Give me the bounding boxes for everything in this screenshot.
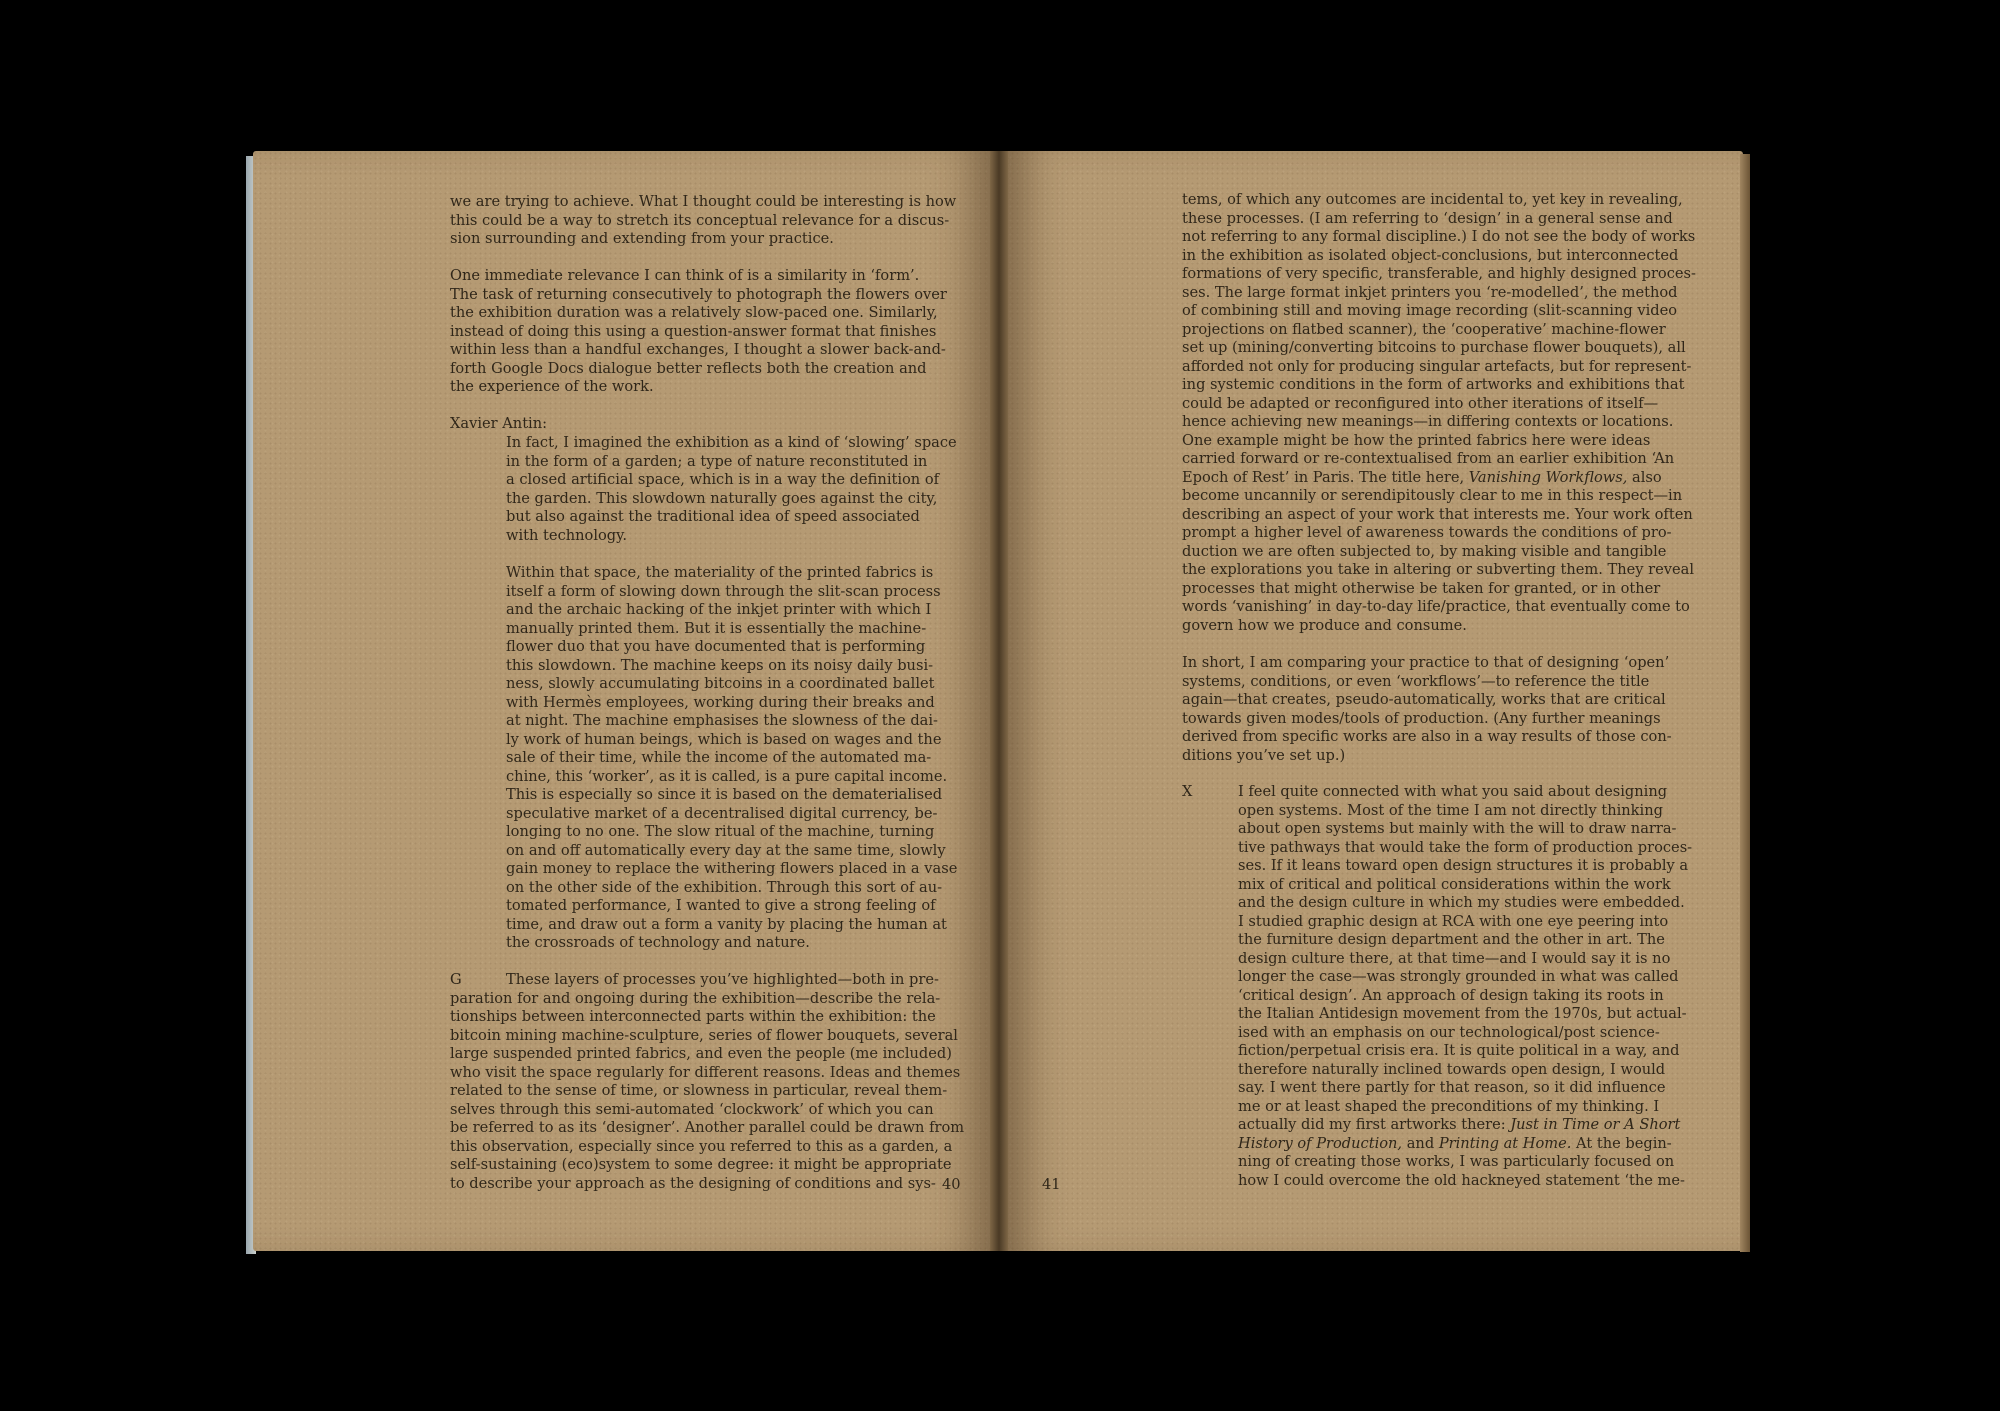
text-line: with technology. bbox=[506, 526, 628, 544]
text-line: be referred to as its ‘designer’. Another parallel could be drawn from bbox=[450, 1119, 965, 1136]
text-line: gain money to replace the withering flowers placed in a vase bbox=[506, 860, 958, 877]
text-line: not referring to any formal discipline.) I do not see the body of works bbox=[1182, 228, 1696, 245]
book-gutter bbox=[990, 151, 1008, 1251]
text-line: I feel quite connected with what you said about designing bbox=[1238, 783, 1668, 800]
text-line: govern how we produce and consume. bbox=[1182, 616, 1467, 634]
text-line: on the other side of the exhibition. Through this sort of au- bbox=[506, 878, 943, 896]
text-line: this slowdown. The machine keeps on its noisy daily busi- bbox=[506, 656, 934, 674]
text-line: describing an aspect of your work that interests me. Your work often bbox=[1182, 505, 1693, 523]
text-line: this could be a way to stretch its conceptual relevance for a discus- bbox=[450, 211, 950, 229]
text-line: One example might be how the printed fabrics here were ideas bbox=[1182, 431, 1651, 449]
text-line: sale of their time, while the income of the automated ma- bbox=[506, 749, 932, 766]
text-line: selves through this semi-automated ‘clockwork’ of which you can bbox=[450, 1100, 934, 1118]
text-line: actually did my first artworks there: Just in Time or A Short bbox=[1238, 1116, 1681, 1133]
exhibition-title: Vanishing Workflows, bbox=[1468, 468, 1628, 486]
text-line: fiction/perpetual crisis era. It is quite political in a way, and bbox=[1238, 1042, 1680, 1059]
text-line: say. I went there partly for that reason, so it did influence bbox=[1238, 1079, 1666, 1096]
text-line: design culture there, at that time—and I would say it is no bbox=[1238, 949, 1671, 967]
text-line: ditions you’ve set up.) bbox=[1182, 746, 1346, 764]
text-line: open systems. Most of the time I am not directly thinking bbox=[1238, 801, 1663, 819]
text-line: on and off automatically every day at the same time, slowly bbox=[506, 841, 946, 859]
text-line: how I could overcome the old hackneyed statement ‘the me- bbox=[1238, 1171, 1685, 1189]
text-line: ness, slowly accumulating bitcoins in a coordinated ballet bbox=[506, 675, 935, 692]
text-line: speculative market of a decentralised digital currency, be- bbox=[506, 804, 938, 822]
text-line: the explorations you take in altering or subverting them. They reveal bbox=[1182, 561, 1695, 578]
artwork-title: Just in Time or A Short bbox=[1510, 1116, 1681, 1133]
text-line: large suspended printed fabrics, and even the people (me included) bbox=[450, 1045, 952, 1062]
right-paragraph-in-short bbox=[1182, 654, 1672, 765]
text-line: afforded not only for producing singular artefacts, but for represent- bbox=[1182, 357, 1692, 375]
text-line: set up (mining/converting bitcoins to purchase flower bouquets), all bbox=[1182, 339, 1686, 356]
text-line: longer the case—was strongly grounded in what was called bbox=[1238, 968, 1679, 985]
text-line: self-sustaining (eco)system to some degree: it might be appropriate bbox=[450, 1156, 952, 1173]
text-line: duction we are often subjected to, by making visible and tangible bbox=[1182, 542, 1667, 560]
text-line: but also against the traditional idea of speed associated bbox=[506, 508, 920, 525]
right-page-edge bbox=[1740, 154, 1750, 1252]
text-line: with Hermès employees, working during their breaks and bbox=[506, 693, 935, 711]
left-question-layers bbox=[450, 971, 964, 1193]
text-line: and the design culture in which my studies were embedded. bbox=[1238, 894, 1685, 911]
text-line: These layers of processes you’ve highlighted—both in pre- bbox=[506, 971, 939, 988]
text-line: in the exhibition as isolated object-conclusions, but interconnected bbox=[1182, 246, 1679, 264]
text-line: of combining still and moving image recording (slit-scanning video bbox=[1182, 302, 1678, 319]
text-line: ised with an emphasis on our technological/post science- bbox=[1238, 1023, 1660, 1041]
text-line: instead of doing this using a question-answer format that finishes bbox=[450, 322, 937, 340]
text-line: the Italian Antidesign movement from the 1970s, but actual- bbox=[1238, 1005, 1687, 1022]
page-number-left: 40 bbox=[942, 1176, 961, 1193]
text-line: ‘critical design’. An approach of design taking its roots in bbox=[1238, 986, 1664, 1004]
text-line: itself a form of slowing down through the slit-scan process bbox=[506, 582, 941, 600]
text-line: these processes. (I am referring to ‘design’ in a general sense and bbox=[1182, 209, 1673, 227]
left-paragraph-intro bbox=[450, 193, 956, 249]
text-line: forth Google Docs dialogue better reflects both the creation and bbox=[450, 359, 927, 377]
text-line: the exhibition duration was a relatively slow-paced one. Similarly, bbox=[450, 304, 938, 321]
text-line: tomated performance, I wanted to give a strong feeling of bbox=[506, 897, 936, 914]
text-line: formations of very specific, transferable, and highly designed proces- bbox=[1182, 265, 1696, 282]
text-line: could be adapted or reconfigured into other iterations of itself— bbox=[1182, 394, 1659, 412]
artwork-title: Printing at Home. bbox=[1438, 1134, 1572, 1152]
text-line: the experience of the work. bbox=[450, 378, 654, 395]
text-line: a closed artificial space, which is in a way the definition of bbox=[506, 471, 940, 488]
speaker-initial-x: X bbox=[1182, 783, 1193, 800]
text-line: who visit the space regularly for different reasons. Ideas and themes bbox=[450, 1063, 961, 1081]
text-line: The task of returning consecutively to photograph the flowers over bbox=[450, 285, 947, 303]
text-line: to describe your approach as the designing of conditions and sys- bbox=[450, 1174, 936, 1192]
left-answer-materiality bbox=[506, 564, 957, 953]
text-line: Within that space, the materiality of the printed fabrics is bbox=[506, 564, 934, 581]
text-line: bitcoin mining machine-sculpture, series of flower bouquets, several bbox=[450, 1026, 958, 1044]
text-line: processes that might otherwise be taken for granted, or in other bbox=[1182, 579, 1661, 597]
text-line: systems, conditions, or even ‘workflows’—to reference the title bbox=[1182, 672, 1650, 690]
text-line: Epoch of Rest’ in Paris. The title here, Vanishing Workflows, also bbox=[1182, 468, 1662, 486]
text-line: manually printed them. But it is essentially the machine- bbox=[506, 619, 927, 637]
right-paragraph-systems bbox=[1182, 191, 1696, 635]
text-line: paration for and ongoing during the exhibition—describe the rela- bbox=[450, 989, 941, 1007]
text-line: in the form of a garden; a type of nature reconstituted in bbox=[506, 452, 928, 470]
right-answer-open-systems bbox=[1238, 783, 1692, 1190]
text-line: about open systems but mainly with the will to draw narra- bbox=[1238, 820, 1677, 837]
text-line: chine, this ‘worker’, as it is called, is a pure capital income. bbox=[506, 767, 948, 785]
text-line: words ‘vanishing’ in day-to-day life/practice, that eventually come to bbox=[1182, 598, 1690, 615]
text-line: me or at least shaped the preconditions of my thinking. I bbox=[1238, 1097, 1660, 1115]
text-line: tive pathways that would take the form of production proces- bbox=[1238, 838, 1693, 856]
text-line: we are trying to achieve. What I thought could be interesting is how bbox=[450, 193, 957, 210]
text-line: the crossroads of technology and nature. bbox=[506, 934, 810, 951]
text-line: ning of creating those works, I was particularly focused on bbox=[1238, 1153, 1675, 1170]
text-line: again—that creates, pseudo-automatically, works that are critical bbox=[1182, 691, 1666, 708]
text-line: the garden. This slowdown naturally goes against the city, bbox=[506, 489, 938, 507]
text-line: at night. The machine emphasises the slowness of the dai- bbox=[506, 712, 938, 729]
text-line: within less than a handful exchanges, I thought a slower back-and- bbox=[450, 341, 946, 358]
text-line: tems, of which any outcomes are incidental to, yet key in revealing, bbox=[1182, 191, 1683, 208]
text-line: become uncannily or serendipitously clear to me in this respect—in bbox=[1182, 487, 1683, 504]
text-line: projections on flatbed scanner), the ‘cooperative’ machine-flower bbox=[1182, 320, 1666, 338]
text-line: related to the sense of time, or slowness in particular, reveal them- bbox=[450, 1082, 948, 1099]
text-line: this observation, especially since you referred to this as a garden, a bbox=[450, 1137, 953, 1155]
text-line: ing systemic conditions in the form of artworks and exhibitions that bbox=[1182, 376, 1685, 393]
text-line: sion surrounding and extending from your practice. bbox=[450, 230, 834, 247]
text-line: prompt a higher level of awareness towards the conditions of pro- bbox=[1182, 524, 1672, 541]
text-line: mix of critical and political considerations within the work bbox=[1238, 875, 1671, 893]
artwork-title: History of Production, bbox=[1238, 1134, 1403, 1152]
left-answer-garden bbox=[506, 434, 957, 545]
text-line: and the archaic hacking of the inkjet printer with which I bbox=[506, 601, 932, 618]
text-line: flower duo that you have documented that is performing bbox=[506, 638, 926, 655]
text-line: time, and draw out a form a vanity by placing the human at bbox=[506, 915, 947, 933]
text-line: ly work of human beings, which is based on wages and the bbox=[506, 730, 942, 748]
text-line: carried forward or re-contextualised from an earlier exhibition ‘An bbox=[1182, 450, 1675, 467]
text-line: derived from specific works are also in a way results of those con- bbox=[1182, 728, 1672, 745]
speaker-label: Xavier Antin: bbox=[450, 415, 548, 432]
text-line: tionships between interconnected parts within the exhibition: the bbox=[450, 1008, 936, 1025]
text-line: therefore naturally inclined towards open design, I would bbox=[1238, 1060, 1666, 1078]
text-line: the furniture design department and the other in art. The bbox=[1238, 931, 1665, 948]
text-line: In fact, I imagined the exhibition as a kind of ‘slowing’ space bbox=[506, 434, 957, 451]
page-number-right: 41 bbox=[1042, 1176, 1061, 1193]
text-line: towards given modes/tools of production. (Any further meanings bbox=[1182, 709, 1661, 727]
speaker-initial-g: G bbox=[450, 971, 462, 988]
text-line: This is especially so since it is based on the dematerialised bbox=[506, 786, 943, 803]
text-line: longing to no one. The slow ritual of the machine, turning bbox=[506, 823, 935, 840]
text-line: One immediate relevance I can think of is a similarity in ‘form’. bbox=[450, 267, 920, 284]
text-line: hence achieving new meanings—in differing contexts or locations. bbox=[1182, 413, 1674, 430]
text-line: I studied graphic design at RCA with one eye peering into bbox=[1238, 912, 1669, 930]
text-line: ses. If it leans toward open design structures it is probably a bbox=[1238, 857, 1689, 874]
text-line: In short, I am comparing your practice to that of designing ‘open’ bbox=[1182, 654, 1670, 671]
text-line: ses. The large format inkjet printers you ‘re-modelled’, the method bbox=[1182, 283, 1678, 301]
left-paragraph-relevance bbox=[450, 267, 947, 397]
text-line: History of Production, and Printing at Home. At the begin- bbox=[1238, 1134, 1672, 1152]
